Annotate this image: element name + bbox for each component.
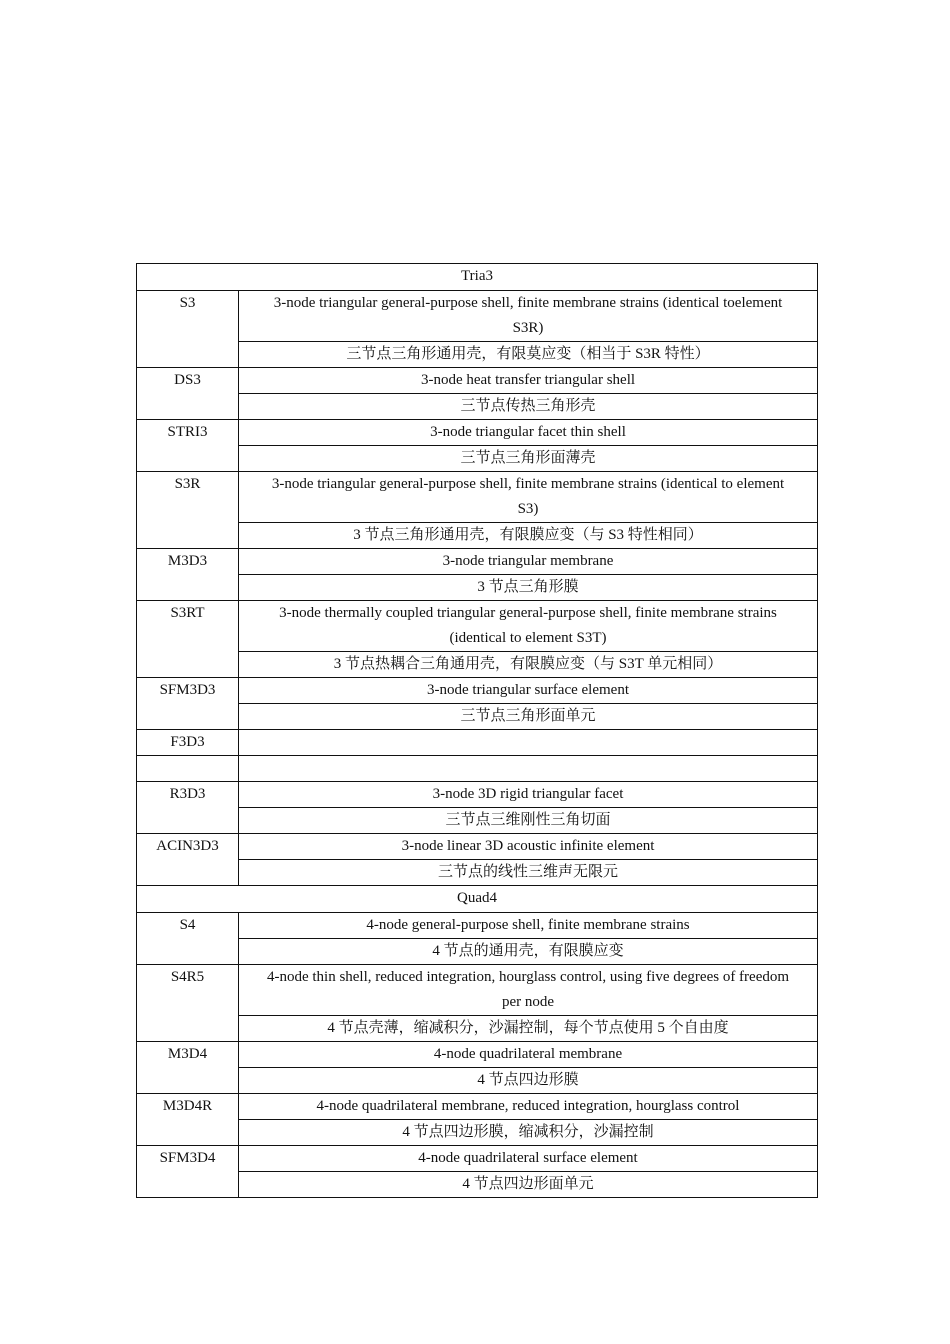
table-row — [137, 394, 818, 420]
element-code: S3 — [137, 291, 239, 368]
element-description-en: 3-node heat transfer triangular shell — [239, 368, 818, 394]
element-description-en: 3-node triangular surface element — [239, 678, 818, 704]
section-header-row — [137, 886, 818, 913]
table-row — [137, 1120, 818, 1146]
table-row — [137, 1042, 818, 1068]
table-row — [137, 652, 818, 678]
element-description-zh: 4 节点壳薄，缩减积分，沙漏控制，每个节点使用 5 个自由度 — [239, 1016, 818, 1042]
table-row — [137, 834, 818, 860]
element-description-en: 4-node thin shell, reduced integration, hourglass control, using five degrees of freedom per node — [239, 965, 818, 1016]
element-description-en: 3-node 3D rigid triangular facet — [239, 782, 818, 808]
element-type-table — [136, 263, 818, 1198]
table-row — [137, 575, 818, 601]
element-description-en: 3-node triangular general-purpose shell, finite membrane strains (identical toelement S3R) — [239, 291, 818, 342]
table-row — [137, 342, 818, 368]
section-title: Quad4 — [137, 886, 818, 913]
table-row — [137, 420, 818, 446]
table-row — [137, 678, 818, 704]
element-code: S4R5 — [137, 965, 239, 1042]
element-code: M3D4R — [137, 1094, 239, 1146]
table-row — [137, 472, 818, 523]
empty-cell — [137, 756, 239, 782]
element-code: S3R — [137, 472, 239, 549]
element-description-en: 4-node quadrilateral surface element — [239, 1146, 818, 1172]
table-row — [137, 965, 818, 1016]
table-row — [137, 549, 818, 575]
element-description-zh: 4 节点四边形膜 — [239, 1068, 818, 1094]
table-row — [137, 523, 818, 549]
element-code: S4 — [137, 913, 239, 965]
table-row — [137, 446, 818, 472]
section-header-row — [137, 264, 818, 291]
element-description-en: 3-node triangular facet thin shell — [239, 420, 818, 446]
element-description-zh: 4 节点四边形膜，缩减积分，沙漏控制 — [239, 1120, 818, 1146]
element-description-zh: 三节点三角形通用壳，有限莫应变（相当于 S3R 特性） — [239, 342, 818, 368]
element-description-en: 3-node triangular membrane — [239, 549, 818, 575]
table-row — [137, 601, 818, 652]
element-description-en: 4-node general-purpose shell, finite membrane strains — [239, 913, 818, 939]
table-row — [137, 291, 818, 342]
table-row — [137, 913, 818, 939]
table-row — [137, 1172, 818, 1198]
element-description-zh: 三节点的线性三维声无限元 — [239, 860, 818, 886]
element-description-en: 4-node quadrilateral membrane — [239, 1042, 818, 1068]
element-description-en: 3-node thermally coupled triangular general-purpose shell, finite membrane strains (identical to element S3T) — [239, 601, 818, 652]
table-row — [137, 808, 818, 834]
element-description-zh — [239, 756, 818, 782]
element-description-en — [239, 730, 818, 756]
element-description-zh: 三节点三角形面单元 — [239, 704, 818, 730]
table-row — [137, 1146, 818, 1172]
element-code: STRI3 — [137, 420, 239, 472]
element-code: SFM3D3 — [137, 678, 239, 730]
table-row — [137, 368, 818, 394]
table-row — [137, 1094, 818, 1120]
element-code: F3D3 — [137, 730, 239, 756]
element-description-zh: 3 节点三角形通用壳，有限膜应变（与 S3 特性相同） — [239, 523, 818, 549]
element-description-zh: 4 节点的通用壳，有限膜应变 — [239, 939, 818, 965]
element-description-zh: 三节点传热三角形壳 — [239, 394, 818, 420]
element-description-zh: 3 节点三角形膜 — [239, 575, 818, 601]
element-code: ACIN3D3 — [137, 834, 239, 886]
element-description-en: 4-node quadrilateral membrane, reduced integration, hourglass control — [239, 1094, 818, 1120]
table-row — [137, 1068, 818, 1094]
table-row — [137, 1016, 818, 1042]
element-description-zh: 三节点三维刚性三角切面 — [239, 808, 818, 834]
element-description-zh: 4 节点四边形面单元 — [239, 1172, 818, 1198]
element-description-zh: 三节点三角形面薄壳 — [239, 446, 818, 472]
table-row — [137, 782, 818, 808]
element-description-zh: 3 节点热耦合三角通用壳，有限膜应变（与 S3T 单元相同） — [239, 652, 818, 678]
element-code: S3RT — [137, 601, 239, 678]
element-code: R3D3 — [137, 782, 239, 834]
element-code: SFM3D4 — [137, 1146, 239, 1198]
table-row — [137, 939, 818, 965]
table-row — [137, 730, 818, 756]
element-code: DS3 — [137, 368, 239, 420]
section-title: Tria3 — [137, 264, 818, 291]
element-code: M3D3 — [137, 549, 239, 601]
table-row — [137, 860, 818, 886]
table-row — [137, 704, 818, 730]
table-row — [137, 756, 818, 782]
element-description-en: 3-node linear 3D acoustic infinite element — [239, 834, 818, 860]
element-description-en: 3-node triangular general-purpose shell, finite membrane strains (identical to element S3) — [239, 472, 818, 523]
element-code: M3D4 — [137, 1042, 239, 1094]
